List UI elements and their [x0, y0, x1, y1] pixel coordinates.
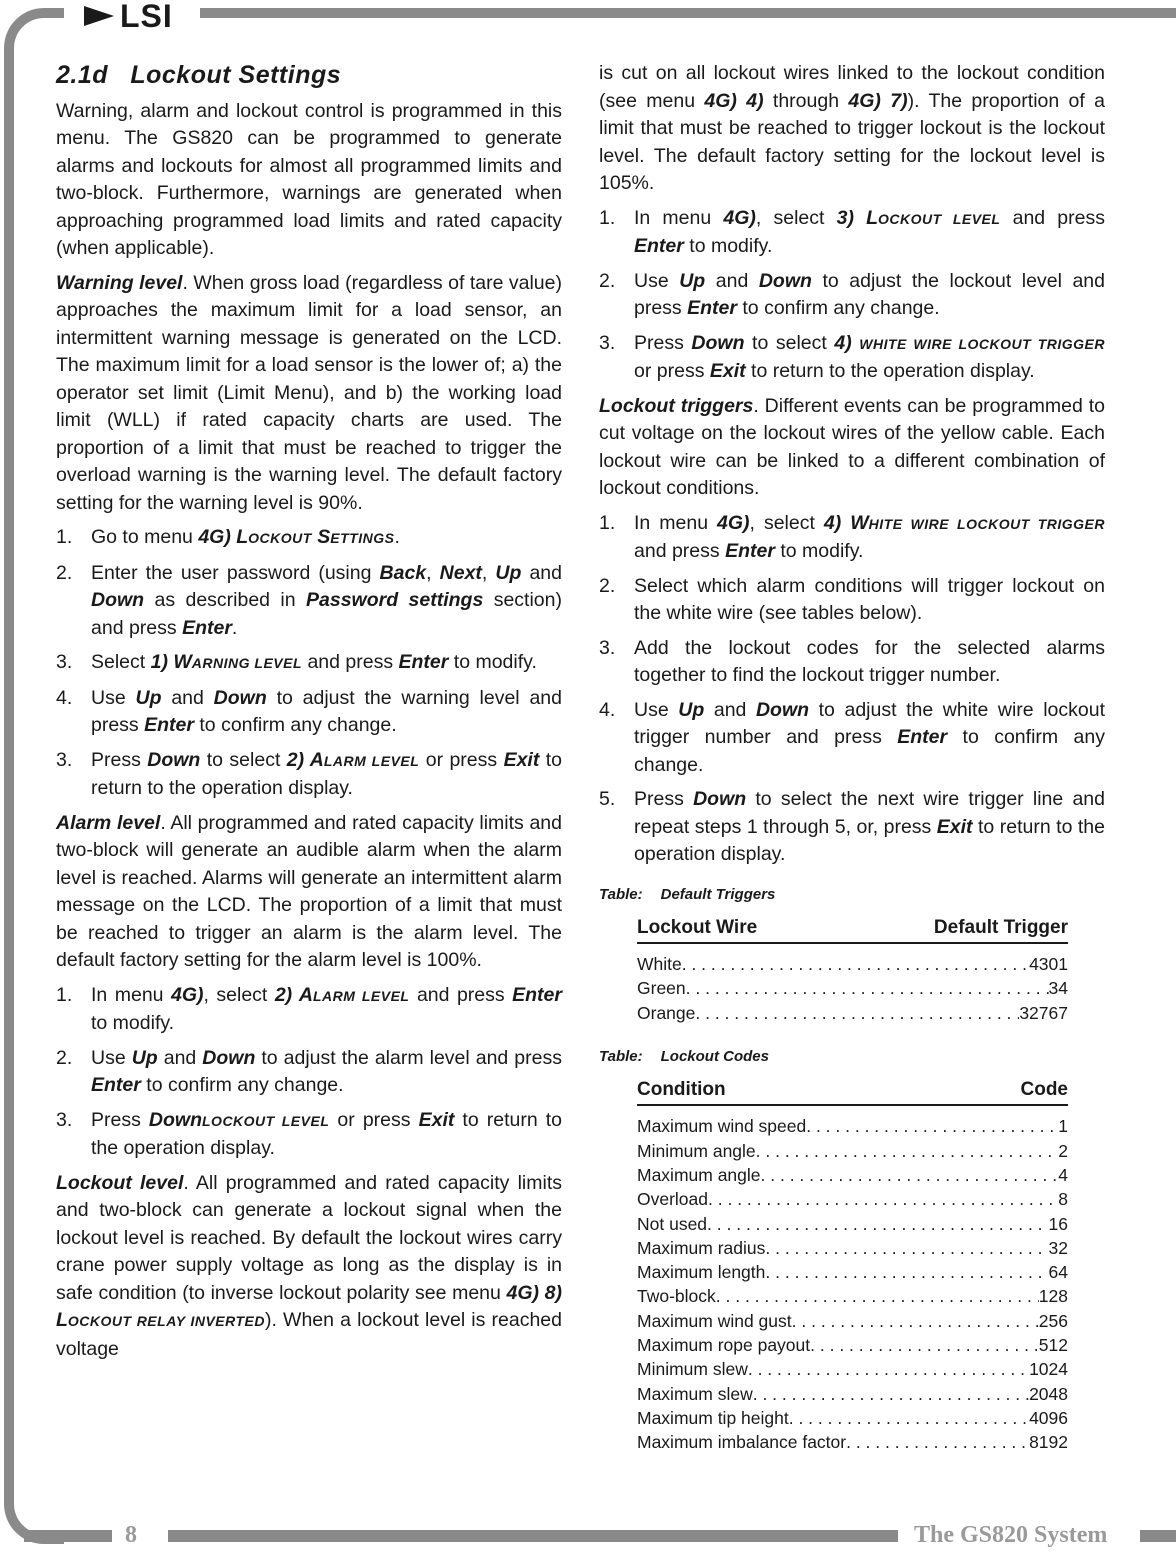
dot-leader [707, 1212, 1048, 1236]
table-header: Lockout Wire Default Trigger [637, 916, 1068, 944]
table-row [637, 1001, 1068, 1025]
table-row [637, 1163, 1068, 1187]
row-label: Not used [637, 1213, 708, 1234]
list-item: 1. Go to menu 4G) LOCKOUT SETTINGS. [56, 526, 400, 548]
warning-steps [56, 524, 562, 803]
lockout-paragraph: Lockout level. All programmed and rated capacity limits and two-block can generate a lockout signal when the lockout level is reached. By default the lockout wires carry crane power supply voltage as long as the display is in safe condition (to inverse lockout polarity see menu 4G) 8) LOCKOUT RELAY INVERTED). When a lockout level is reached voltage [56, 1171, 562, 1360]
row-value: 32 [1048, 1237, 1068, 1258]
dot-leader [748, 1357, 1029, 1381]
row-label: Maximum radius [637, 1237, 766, 1258]
default-triggers-table [637, 916, 1068, 1025]
dot-leader [806, 1114, 1058, 1138]
row-value: 32767 [1019, 1002, 1068, 1023]
list-item: 3. Select 1) WARNING LEVEL and press Enter to modify. [56, 651, 537, 673]
list-item: 1. In menu 4G), select 4) WHITE WIRE LOCKOUT TRIGGER and press Enter to modify. [599, 511, 1105, 562]
dot-leader [810, 1333, 1039, 1357]
page-number: 8 [125, 1522, 137, 1548]
table-row [637, 1139, 1068, 1163]
table-caption-default-triggers: Table: Default Triggers [599, 885, 776, 903]
row-value: 16 [1048, 1213, 1068, 1234]
table-row [637, 1406, 1068, 1430]
table-row [637, 952, 1068, 976]
row-value: 4 [1058, 1164, 1068, 1185]
lockout-codes-table [637, 1078, 1068, 1454]
row-label: Overload [637, 1189, 709, 1210]
footer-rule-middle [168, 1530, 898, 1542]
row-value: 1 [1058, 1116, 1068, 1137]
row-label: Maximum wind gust [637, 1310, 792, 1331]
row-value: 2 [1058, 1140, 1068, 1161]
row-value: 1024 [1029, 1359, 1068, 1380]
row-label: Maximum imbalance factor [637, 1432, 847, 1453]
row-label: White [637, 954, 682, 974]
table-row [637, 1114, 1068, 1138]
left-column [56, 62, 562, 1370]
table-row [637, 1236, 1068, 1260]
table-row [637, 1187, 1068, 1211]
footer-rule-right [1140, 1530, 1176, 1542]
table-row [637, 1357, 1068, 1381]
row-value: 128 [1038, 1286, 1068, 1307]
row-label: Maximum rope payout [637, 1335, 811, 1356]
page-frame-left [0, 8, 30, 1552]
logo-text: LSI [120, 0, 173, 34]
row-label: Maximum length [637, 1262, 766, 1283]
table-row [637, 1284, 1068, 1308]
row-label: Orange [637, 1002, 696, 1023]
intro-paragraph: Warning, alarm and lockout control is programmed in this menu. The GS820 can be programmed to generate alarms and lockouts for almost all programmed limits and two-block. Furthermore, warnings are generated when approaching programmed load limits and rated capacity (when applicable). [56, 99, 562, 259]
warning-paragraph: Warning level. When gross load (regardless of tare value) approaches the maximum limit for a load sensor, an intermittent warning message is generated on the LCD. The maximum limit for a load sensor is the lower of; a) the operator set limit (Limit Menu), and b) the working load limit (WLL) if rated capacity charts are used. The proportion of a limit that must be reached to trigger the overload warning is the warning level. The default factory setting for the warning level is 90%. [56, 271, 562, 514]
list-item: 2. Use Up and Down to adjust the alarm level and press Enter to confirm any change. [56, 1046, 562, 1096]
table-header: Condition Code [637, 1078, 1068, 1106]
header-rule [30, 0, 1176, 26]
alarm-steps [56, 982, 562, 1163]
list-item: 3. Press Down to select 4) WHITE WIRE LOCKOUT TRIGGER or press Exit to return to the operation display. [599, 331, 1105, 382]
row-value: 2048 [1029, 1383, 1068, 1404]
list-item: 1. In menu 4G), select 2) ALARM LEVEL and press Enter to modify. [56, 983, 562, 1034]
list-item: 3. Add the lockout codes for the selected alarms together to find the lockout trigger number. [599, 636, 1105, 686]
list-item: 2. Enter the user password (using Back, Next, Up and Down as described in Password settings section) and press Enter. [56, 561, 563, 639]
table-row [637, 1430, 1068, 1454]
trigger-steps [599, 510, 1105, 869]
dot-leader [708, 1187, 1058, 1211]
dot-leader [753, 1382, 1029, 1406]
table-row [637, 1333, 1068, 1357]
table-row [637, 1260, 1068, 1284]
list-item: 3. Press Down to select 2) ALARM LEVEL or press Exit to return to the operation display. [56, 748, 562, 799]
dot-leader [682, 952, 1029, 976]
right-column [599, 60, 1105, 1455]
row-value: 4096 [1029, 1407, 1068, 1428]
logo-arrow-icon [84, 6, 114, 26]
table-row [637, 1212, 1068, 1236]
row-label: Maximum angle [637, 1164, 761, 1185]
dot-leader [792, 1309, 1039, 1333]
list-item: 5. Press Down to select the next wire trigger line and repeat steps 1 through 5, or, press Exit to return to the operation display. [599, 788, 1105, 865]
row-value: 256 [1038, 1310, 1068, 1331]
lockout-continued-paragraph: is cut on all lockout wires linked to the lockout condition (see menu 4G) 4) through 4G) 7)). The proportion of a limit that must be reached to trigger lockout is the lockout level. The default factory setting for the lockout level is 105%. [599, 62, 1105, 194]
row-value: 64 [1048, 1262, 1068, 1283]
row-value: 512 [1038, 1335, 1068, 1356]
alarm-paragraph: Alarm level. All programmed and rated capacity limits and two-block will generate an audible alarm when the alarm level is reached. Alarms will generate an intermittent alarm message on the LCD. The proportion of a limit that must be reached to trigger an alarm is the alarm level. The default factory setting for the alarm level is 100%. [56, 811, 562, 971]
row-value: 8 [1058, 1189, 1068, 1210]
dot-leader [686, 976, 1049, 1000]
table-row [637, 1309, 1068, 1333]
dot-leader [765, 1260, 1048, 1284]
row-label: Two-block [637, 1286, 716, 1307]
row-label: Maximum wind speed [637, 1116, 807, 1137]
row-value: 4301 [1029, 954, 1068, 974]
list-item: 3. Press DownLOCKOUT LEVEL or press Exit to return to the operation display. [56, 1108, 563, 1159]
table-caption-lockout-codes: Table: Lockout Codes [599, 1047, 769, 1065]
dot-leader [765, 1236, 1048, 1260]
dot-leader [716, 1284, 1039, 1308]
list-item: 1. In menu 4G), select 3) LOCKOUT LEVEL and press Enter to modify. [599, 206, 1105, 257]
footer-title: The GS820 System [908, 1522, 1113, 1549]
row-label: Green [637, 978, 686, 999]
list-item: 2. Select which alarm conditions will trigger lockout on the white wire (see tables below). [599, 574, 1105, 624]
lsi-logo [80, 0, 200, 32]
row-value: 34 [1048, 978, 1068, 999]
table-row [637, 976, 1068, 1000]
footer-rule-left [24, 1530, 112, 1542]
row-label: Minimum angle [637, 1140, 756, 1161]
list-item: 4. Use Up and Down to adjust the white wire lockout trigger number and press Enter to confirm any change. [599, 698, 1105, 776]
list-item: 2. Use Up and Down to adjust the lockout level and press Enter to confirm any change. [599, 269, 1105, 319]
row-label: Maximum tip height [637, 1407, 789, 1428]
dot-leader [761, 1163, 1059, 1187]
row-value: 8192 [1029, 1432, 1068, 1453]
dot-leader [756, 1139, 1059, 1163]
dot-leader [695, 1001, 1019, 1025]
dot-leader [846, 1430, 1029, 1454]
dot-leader [789, 1406, 1029, 1430]
row-label: Minimum slew [637, 1359, 748, 1380]
list-item: 4. Use Up and Down to adjust the warning level and press Enter to confirm any change. [56, 686, 562, 736]
lockout-steps [599, 205, 1105, 386]
table-row [637, 1382, 1068, 1406]
triggers-paragraph: Lockout triggers. Different events can be programmed to cut voltage on the lockout wires of the yellow cable. Each lockout wire can be linked to a different combination of lockout conditions. [599, 394, 1105, 499]
section-heading: 2.1d Lockout Settings [56, 61, 342, 89]
row-label: Maximum slew [637, 1383, 753, 1404]
